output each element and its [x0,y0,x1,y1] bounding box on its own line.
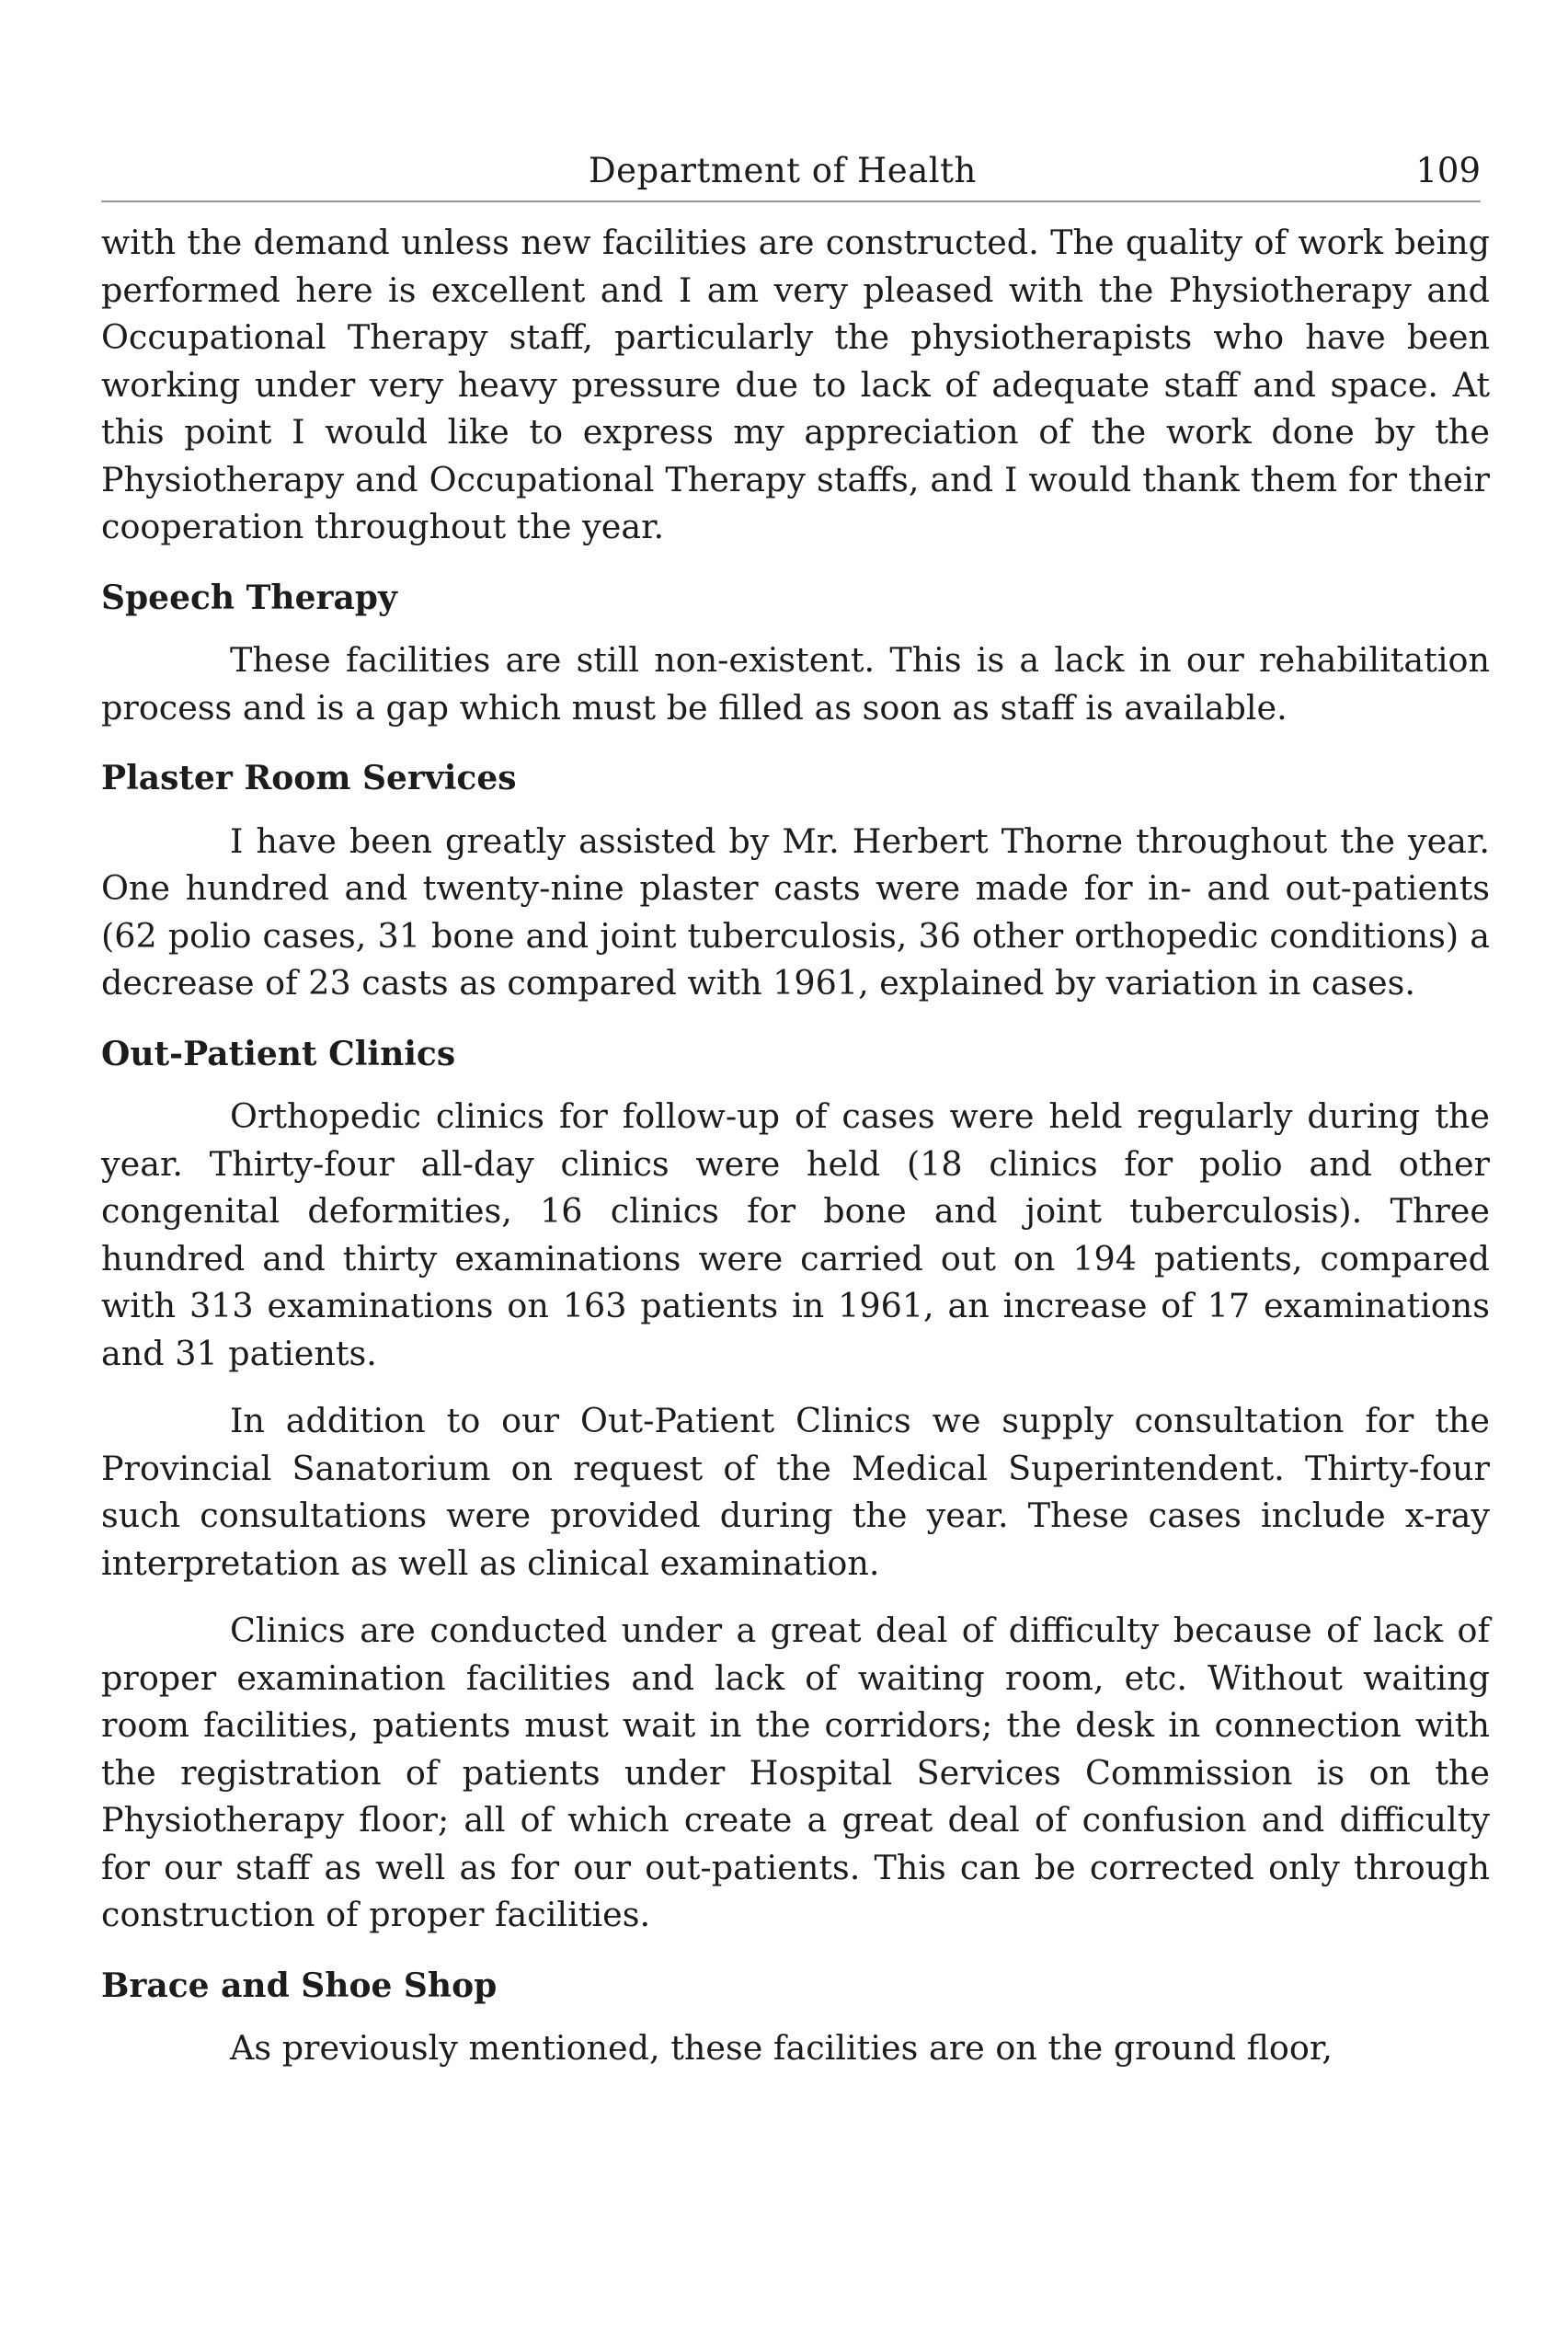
brace-shop-paragraph: As previously mentioned, these facilities are on the ground floor, [230,2028,1333,2068]
body-text [101,219,1490,2072]
paragraph-spacer [101,1377,1490,1397]
out-patient-paragraph-1: Orthopedic clinics for follow-up of cases were held regularly during the year. Thirty-four all-day clinics were held (18 clinics for polio and other congenital deformities, 16 clinics for bone and joint tuberculosis). Three hundred and thirty examinations were carried out on 194 patients, compared with 313 examinations on 163 patients in 1961, an increase of 17 examinations and 31 patients. [101,1096,1490,1373]
speech-therapy-paragraph: These facilities are still non-existent. This is a lack in our rehabilitation process and is a gap which must be filled as soon as staff is available. [101,640,1490,728]
header-title: Department of Health [589,151,977,190]
out-patient-paragraph-3: Clinics are conducted under a great deal of difficulty because of lack of proper examination facilities and lack of waiting room, etc. Without waiting room facilities, patients must wait in the corridors; the desk in connection with the registration of patients under Hospital Services Commission is on the Physiotherapy floor; all of which create a great deal of confusion and difficulty for our staff as well as for our out-patients. This can be corrected only through construction of proper facilities. [101,1611,1490,1934]
header-rule [101,201,1481,202]
out-patient-paragraph-2: In addition to our Out-Patient Clinics we supply consultation for the Provincial Sanatorium on request of the Medical Superintendent. Thirty-four such consultations were provided during the year. These cases include x-ray interpretation as well as clinical examination. [101,1401,1490,1583]
opening-paragraph: with the demand unless new facilities are constructed. The quality of work being performed here is excellent and I am very pleased with the Physiotherapy and Occupational Therapy staff, particularly the physiotherapists who have been working under very heavy pressure due to lack of adequate staff and space. At this point I would like to express my appreciation of the work done by the Physiotherapy and Occupational Therapy staffs, and I would thank them for their cooperation throughout the year. [101,223,1490,546]
paragraph-spacer [101,1587,1490,1607]
section-heading-speech-therapy: Speech Therapy [101,578,397,617]
running-header [101,145,1481,201]
section-heading-brace-and-shoe-shop: Brace and Shoe Shop [101,1966,498,2005]
plaster-room-paragraph: I have been greatly assisted by Mr. Herbert Thorne throughout the year. One hundred and twenty-nine plaster casts were made for in- and out-patients (62 polio cases, 31 bone and joint tuberculosis, 36 other orthopedic conditions) a decrease of 23 casts as compared with 1961, explained by variation in cases. [101,820,1490,1003]
section-heading-out-patient-clinics: Out-Patient Clinics [101,1034,456,1073]
section-heading-plaster-room-services: Plaster Room Services [101,759,517,797]
page-number: 109 [1415,151,1481,190]
